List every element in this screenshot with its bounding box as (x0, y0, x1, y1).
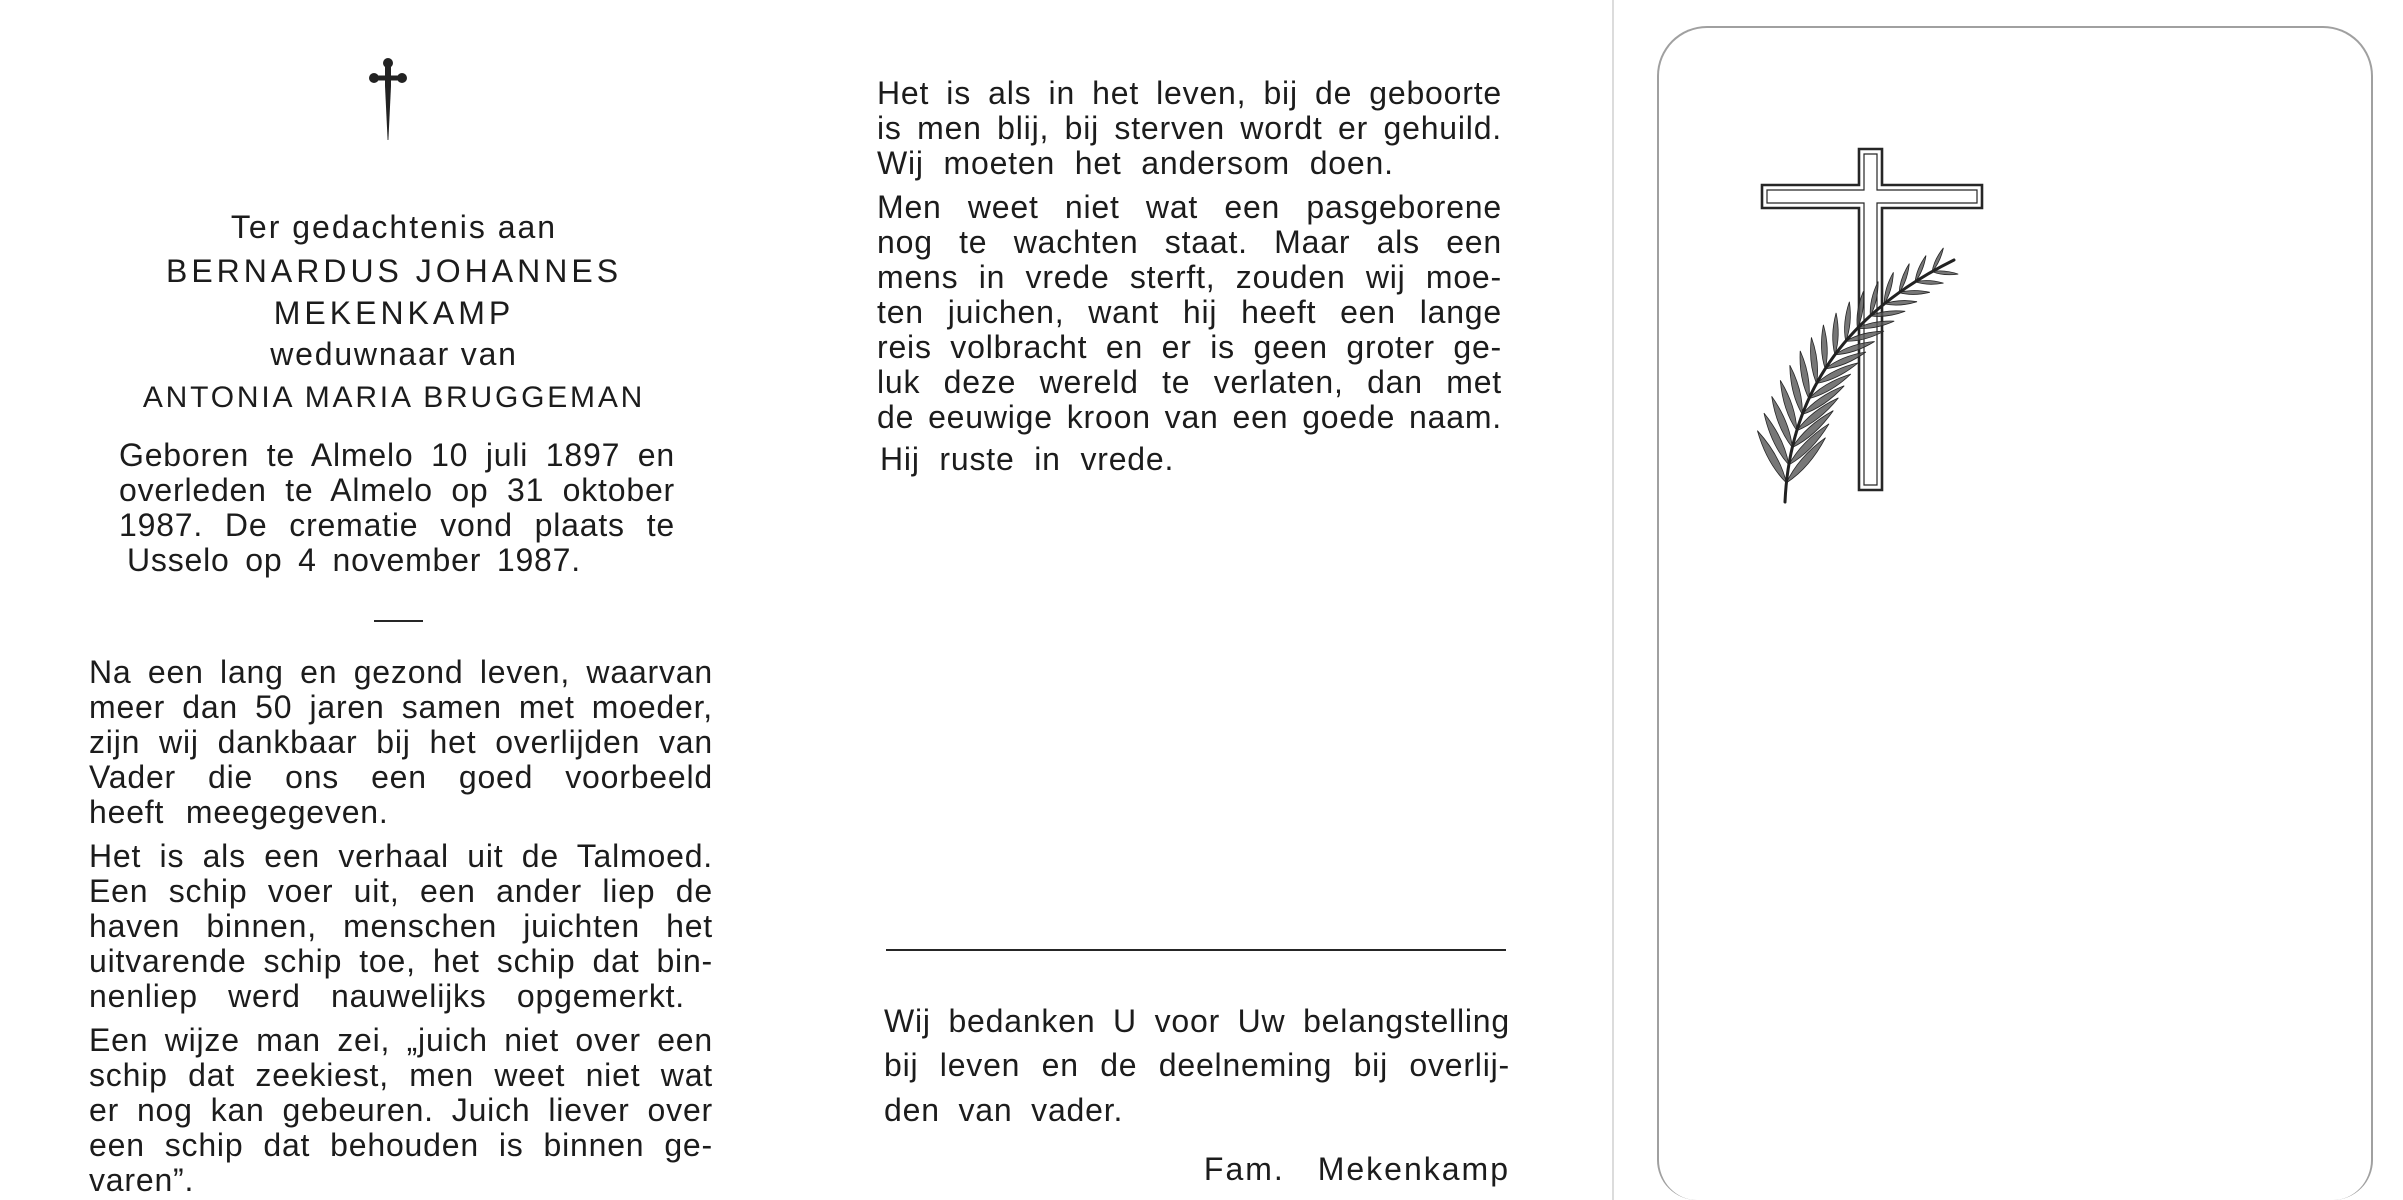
paragraph-line: 1987. De crematie vond plaats te (119, 507, 675, 543)
paragraph-line: haven binnen, menschen juichten het (89, 908, 713, 944)
paragraph-line: is men blij, bij sterven wordt er gehuild. (877, 110, 1502, 146)
palm-leaf (1811, 337, 1818, 383)
cross-stem (385, 65, 391, 140)
paragraph-line: meer dan 50 jaren samen met moeder, (89, 689, 713, 725)
paragraph-line: mens in vrede sterft, zouden wij moe- (877, 259, 1502, 295)
deceased-name-line-2: MEKENKAMP (273, 295, 515, 331)
palm-leaf (1932, 271, 1958, 275)
paragraph-line: Hij ruste in vrede. (880, 441, 1175, 477)
paragraph-line: Wij bedanken U voor Uw belangstelling (884, 1003, 1510, 1039)
tribute-paragraph (89, 655, 713, 830)
family-signature: Fam. Mekenkamp (1203, 1151, 1510, 1187)
palm-leaf (1821, 325, 1827, 369)
paragraph-line: Een wijze man zei, „juich niet over een (89, 1022, 713, 1058)
paragraph-line: uitvarende schip toe, het schip dat bin- (89, 943, 713, 979)
paragraph-line: ten juichen, want hij heeft een lange (877, 294, 1502, 330)
memorial-intro: Ter gedachtenis aan (230, 209, 558, 245)
paragraph-line: Wij moeten het andersom doen. (877, 145, 1394, 181)
relation-line: weduwnaar van (270, 336, 518, 372)
wise-man-paragraph (89, 1023, 713, 1198)
paragraph-line: Het is als in het leven, bij de geboorte (877, 75, 1502, 111)
paragraph-line: zijn wij dankbaar bij het overlijden van (89, 724, 713, 760)
paragraph-line: Na een lang en gezond leven, waarvan (89, 654, 713, 690)
paragraph-line: nog te wachten staat. Maar als een (877, 224, 1502, 260)
life-reflection-paragraph (877, 76, 1502, 181)
paragraph-line: den van vader. (884, 1091, 1124, 1128)
paragraph-line: Usselo op 4 november 1987. (127, 542, 581, 578)
paragraph-line: luk deze wereld te verlaten, dan met (877, 364, 1502, 400)
spouse-name: ANTONIA MARIA BRUGGEMAN (142, 381, 646, 414)
deceased-name-line-1: BERNARDUS JOHANNES (165, 253, 623, 289)
palm-leaf (1915, 281, 1943, 285)
paragraph-line: Men weet niet wat een pasgeborene (877, 189, 1502, 225)
palm-leaf (1833, 313, 1839, 355)
paragraph-line: Vader die ons een goed voorbeeld (89, 759, 713, 795)
talmud-paragraph (89, 839, 713, 1014)
cross-icon (368, 56, 408, 142)
cross-with-palm-branch-icon (1740, 140, 2000, 520)
paragraph-line: er nog kan gebeuren. Juich liever over (89, 1092, 713, 1128)
divider (374, 620, 423, 622)
paragraph-line: heeft meegegeven. (89, 794, 389, 830)
paragraph-line: Het is als een verhaal uit de Talmoed. (89, 838, 713, 874)
paragraph-line: de eeuwige kroon van een goede naam. (877, 399, 1502, 435)
paragraph-line: een schip dat behouden is binnen ge- (89, 1127, 713, 1163)
acknowledgement-paragraph (884, 999, 1510, 1132)
paragraph-line: overleden te Almelo op 31 oktober (119, 472, 675, 508)
scan-edge (1612, 0, 1614, 1200)
rest-in-peace-line (880, 442, 1505, 477)
paragraph-line: varen”. (89, 1162, 195, 1198)
paragraph-line: nenliep werd nauwelijks opgemerkt. (89, 978, 685, 1014)
paragraph-line: bij leven en de deelneming bij overlij- (884, 1047, 1510, 1084)
paragraph-line: Geboren te Almelo 10 juli 1897 en (119, 437, 675, 473)
palm-leaf (1800, 351, 1809, 399)
paragraph-line: Een schip voer uit, een ander liep de (89, 873, 713, 909)
paragraph-line: schip dat zeekiest, men weet niet wat (89, 1057, 713, 1093)
divider (886, 949, 1506, 951)
life-dates-paragraph (119, 438, 675, 578)
peaceful-death-paragraph (877, 190, 1502, 435)
paragraph-line: reis volbracht en er is geen groter ge- (877, 329, 1502, 365)
